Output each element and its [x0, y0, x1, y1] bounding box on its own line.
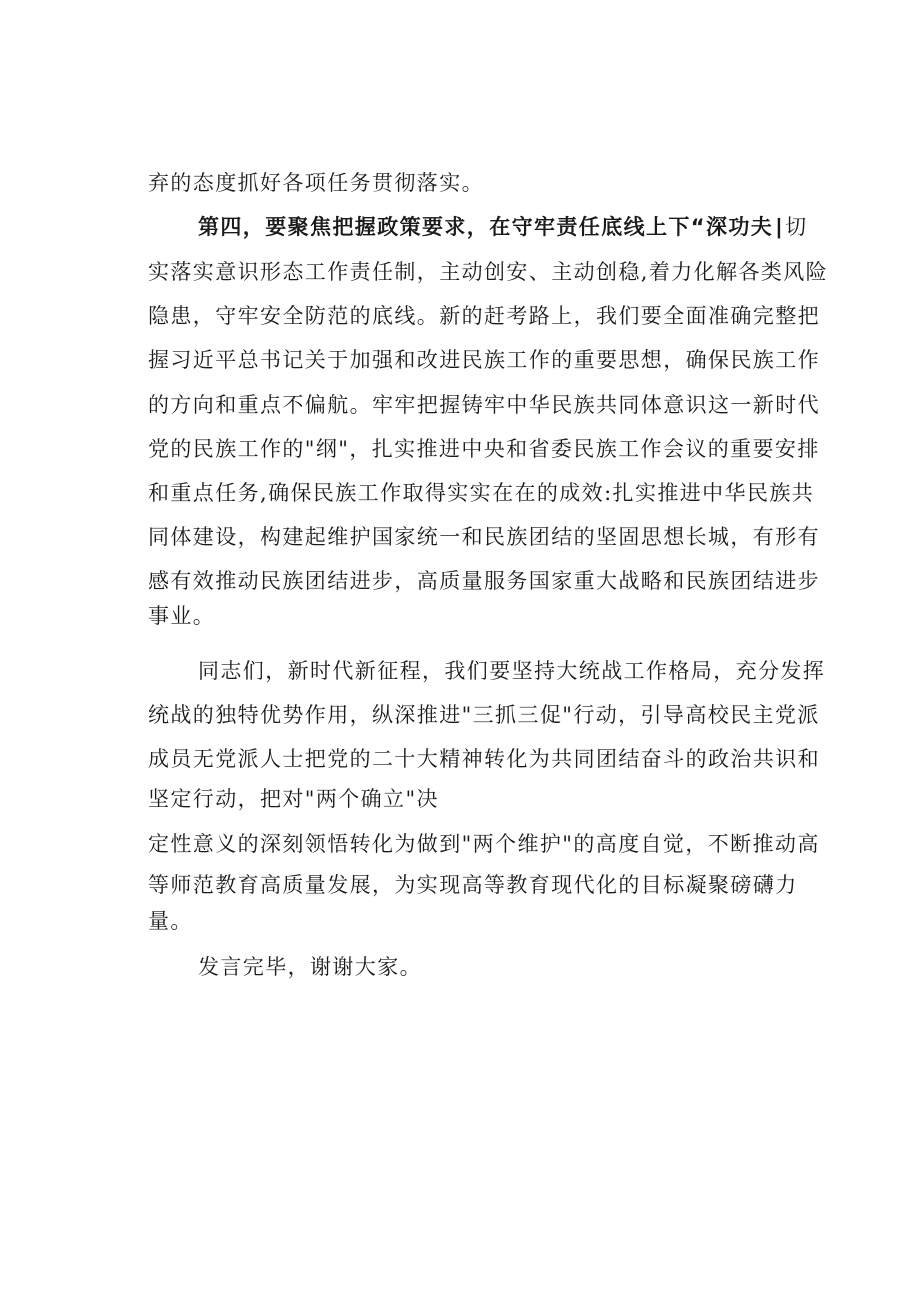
paragraph-line: 的方向和重点不偏航。牢牢把握铸牢中华民族共同体意识这一新时代 [148, 393, 820, 417]
heading-tail-text: 切 [785, 215, 808, 239]
paragraph-line: 发言完毕，谢谢大家。 [198, 955, 422, 979]
paragraph-line: 握习近平总书记关于加强和改进民族工作的重要思想，确保民族工作 [148, 348, 820, 372]
paragraph-line: 和重点任务,确保民族工作取得实实在在的成效:扎实推进中华民族共 [148, 481, 815, 505]
paragraph-line: 量。 [148, 909, 193, 933]
paragraph-line-with-heading [198, 212, 808, 242]
paragraph-line: 弃的态度抓好各项任务贯彻落实。 [148, 171, 484, 195]
paragraph-line: 同体建设，构建起维护国家统一和民族团结的坚固思想长城，有形有 [148, 525, 820, 549]
paragraph-line: 等师范教育高质量发展，为实现高等教育现代化的目标凝聚磅礴力 [148, 873, 798, 897]
paragraph-line: 实落实意识形态工作责任制，主动创安、主动创稳,着力化解各类风险 [148, 260, 829, 284]
paragraph-line: 成员无党派人士把党的二十大精神转化为共同团结奋斗的政治共识和 [148, 747, 820, 771]
paragraph-line: 定性意义的深刻领悟转化为做到"两个维护"的高度自觉，不断推动高 [148, 832, 820, 856]
paragraph-line: 同志们，新时代新征程，我们要坚持大统战工作格局，充分发挥 [198, 659, 826, 683]
paragraph-line: 坚定行动，把对"两个确立"决 [148, 787, 439, 811]
paragraph-line: 统战的独特优势作用，纵深推进"三抓三促"行动，引导高校民主党派 [148, 703, 820, 727]
paragraph-line: 事业。 [148, 604, 216, 628]
paragraph-line: 感有效推动民族团结进步，高质量服务国家重大战略和民族团结进步 [148, 569, 820, 593]
section-heading-lead: 第四，要聚焦把握政策要求，在守牢责任底线上下“深功夫∣ [198, 215, 786, 239]
paragraph-line: 隐患，守牢安全防范的底线。新的赶考路上，我们要全面准确完整把 [148, 304, 820, 328]
paragraph-line: 党的民族工作的"纲"，扎实推进中央和省委民族工作会议的重要安排 [148, 437, 820, 461]
